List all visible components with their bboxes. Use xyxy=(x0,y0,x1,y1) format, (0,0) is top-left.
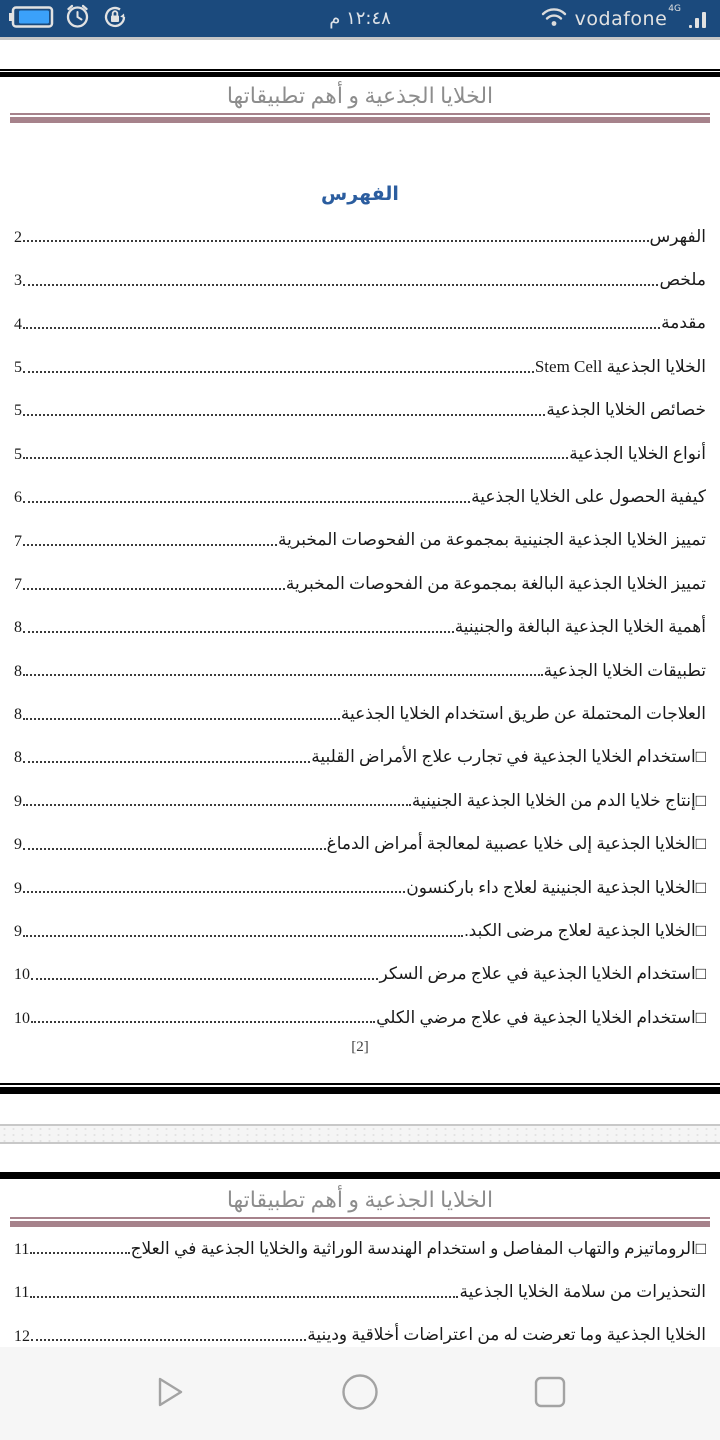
page-gap-band xyxy=(0,1124,720,1144)
toc-leader-dots xyxy=(23,284,658,286)
toc-entry-title: □إنتاج خلايا الدم من الخلايا الجذعية الجنينية xyxy=(411,790,706,810)
document-page-2 xyxy=(0,77,720,1083)
toc-leader-dots xyxy=(23,848,326,850)
document-page-3 xyxy=(0,1179,720,1347)
recents-icon xyxy=(532,1374,568,1413)
toc-entry-page-number: 10 xyxy=(14,966,30,984)
toc-entry[interactable] xyxy=(14,775,706,818)
toc-entry-page-number: 5 xyxy=(14,358,22,376)
toc-entry-page-number: 6 xyxy=(14,489,22,507)
toc-leader-dots xyxy=(31,1339,306,1341)
page3-top-rule xyxy=(0,1172,720,1179)
toc-leader-dots xyxy=(23,674,543,676)
toc-entry[interactable] xyxy=(14,645,706,688)
signal-strength-icon xyxy=(689,10,706,28)
status-time: ١٢:٤٨ م xyxy=(329,8,391,29)
toc-entry[interactable] xyxy=(14,341,706,384)
toc-entry-page-number: 7 xyxy=(14,575,22,593)
toc-entry[interactable] xyxy=(14,558,706,601)
toc-entry-title: أهمية الخلايا الجذعية البالغة والجنينية xyxy=(454,617,706,637)
toc-list-page3 xyxy=(14,1223,706,1353)
toc-entry-page-number: 12 xyxy=(14,1327,30,1345)
toc-leader-dots xyxy=(23,804,411,806)
toc-leader-dots xyxy=(23,588,285,590)
toc-entry-page-number: 10 xyxy=(14,1009,30,1027)
document-top-rule xyxy=(0,69,720,77)
toc-leader-dots xyxy=(23,935,463,937)
toc-entry-title: أنواع الخلايا الجذعية xyxy=(569,443,706,463)
toc-entry[interactable] xyxy=(14,862,706,905)
toc-entry-title: العلاجات المحتملة عن طريق استخدام الخلايا الجذعية xyxy=(340,704,706,723)
toc-entry[interactable] xyxy=(14,818,706,861)
toc-entry-page-number: 5 xyxy=(14,445,22,463)
toc-entry-title: ملخص xyxy=(659,270,706,290)
toc-entry-title: خصائص الخلايا الجذعية xyxy=(546,400,706,420)
toc-leader-dots xyxy=(23,501,470,503)
toc-entry[interactable] xyxy=(14,471,706,514)
home-icon xyxy=(340,1372,380,1415)
status-bar xyxy=(0,0,720,37)
toc-entry-title: □الخلايا الجذعية لعلاج مرضى الكبد. xyxy=(464,920,706,940)
toc-entry-title: □استخدام الخلايا الجذعية في علاج مرضي الكلي xyxy=(376,1007,706,1027)
toc-entry[interactable] xyxy=(14,211,706,254)
document-title-page3: الخلايا الجذعية و أهم تطبيقاتها xyxy=(226,1187,494,1212)
toc-leader-dots xyxy=(23,327,660,329)
carrier-label: vodafone xyxy=(574,7,668,30)
toc-entry-title: تمييز الخلايا الجذعية الجنينية بمجموعة من الفحوصات المخبرية xyxy=(278,530,706,550)
toc-entry[interactable] xyxy=(14,1223,706,1266)
toc-entry-title: □الخلايا الجذعية الجنينية لعلاج داء باركنسون xyxy=(406,877,706,897)
toc-leader-dots xyxy=(23,240,649,242)
toc-entry-title: الخلايا الجذعية وما تعرضت له من اعتراضات أخلاقية ودينية xyxy=(307,1325,706,1345)
toc-entry[interactable] xyxy=(14,949,706,992)
status-bar-divider xyxy=(0,37,720,40)
home-button[interactable] xyxy=(338,1372,382,1416)
toc-entry[interactable] xyxy=(14,515,706,558)
toc-entry-title: كيفية الحصول على الخلايا الجذعية xyxy=(471,487,706,507)
toc-entry[interactable] xyxy=(14,688,706,731)
toc-entry-page-number: 7 xyxy=(14,532,22,550)
toc-entry-title: التحذيرات من سلامة الخلايا الجذعية xyxy=(459,1282,706,1302)
toc-entry[interactable] xyxy=(14,298,706,341)
toc-leader-dots xyxy=(23,631,454,633)
toc-entry-page-number: 2 xyxy=(14,228,22,246)
toc-leader-dots xyxy=(23,891,405,893)
toc-leader-dots xyxy=(31,1021,375,1023)
toc-entry-page-number: 8 xyxy=(14,749,22,767)
toc-leader-dots xyxy=(23,761,310,763)
toc-entry-page-number: 9 xyxy=(14,923,22,941)
toc-entry-page-number: 8 xyxy=(14,662,22,680)
toc-leader-dots xyxy=(23,371,534,373)
toc-leader-dots xyxy=(23,414,545,416)
toc-entry[interactable] xyxy=(14,428,706,471)
toc-entry-page-number: 9 xyxy=(14,792,22,810)
recents-button[interactable] xyxy=(528,1372,572,1416)
toc-entry-title: الخلايا الجذعية Stem Cell xyxy=(534,356,706,376)
toc-leader-dots xyxy=(30,1296,458,1298)
toc-entry[interactable] xyxy=(14,1266,706,1309)
wifi-icon xyxy=(541,6,567,31)
toc-entry[interactable] xyxy=(14,905,706,948)
toc-leader-dots xyxy=(23,544,277,546)
toc-entry-page-number: 11 xyxy=(14,1240,30,1258)
toc-leader-dots xyxy=(31,978,378,980)
page-number-footer: [2] xyxy=(351,1039,369,1055)
toc-entry-page-number: 11 xyxy=(14,1284,30,1302)
toc-entry-page-number: 8 xyxy=(14,706,22,724)
toc-entry[interactable] xyxy=(14,385,706,428)
network-type-badge: 4G xyxy=(668,4,681,15)
toc-entry-page-number: 9 xyxy=(14,836,22,854)
toc-entry-title: □استخدام الخلايا الجذعية في علاج مرض السكر xyxy=(379,964,706,984)
toc-entry-title: تمييز الخلايا الجذعية البالغة بمجموعة من الفحوصات المخبرية xyxy=(285,573,706,593)
toc-entry-title: □استخدام الخلايا الجذعية في تجارب علاج الأمراض القلبية xyxy=(311,747,706,767)
toc-entry-page-number: 5 xyxy=(14,402,22,420)
toc-entry[interactable] xyxy=(14,992,706,1035)
toc-entry-page-number: 4 xyxy=(14,315,22,333)
toc-entry-title: مقدمة xyxy=(661,313,706,333)
page2-bottom-rule xyxy=(0,1083,720,1094)
toc-entry-page-number: 9 xyxy=(14,879,22,897)
toc-entry-page-number: 8 xyxy=(14,619,22,637)
toc-leader-dots xyxy=(23,718,340,720)
toc-entry[interactable] xyxy=(14,732,706,775)
toc-entry-title: □الروماتيزم والتهاب المفاصل و استخدام الهندسة الوراثية والخلايا الجذعية في العلاج xyxy=(130,1238,706,1258)
toc-entry-title: □الخلايا الجذعية إلى خلايا عصبية لمعالجة أمراض الدماغ xyxy=(326,834,706,854)
title-underline xyxy=(10,113,710,123)
toc-entry-title: الفهرس xyxy=(649,226,706,246)
back-button[interactable] xyxy=(148,1372,192,1416)
toc-entry-title: تطبيقات الخلايا الجذعية xyxy=(543,660,706,680)
toc-entry[interactable] xyxy=(14,602,706,645)
toc-leader-dots xyxy=(23,457,568,459)
toc-heading: الفهرس xyxy=(321,184,399,205)
toc-entry[interactable] xyxy=(14,254,706,297)
back-icon xyxy=(152,1372,188,1415)
toc-list-page2 xyxy=(14,211,706,1035)
android-nav-bar xyxy=(0,1347,720,1440)
toc-entry-page-number: 3 xyxy=(14,272,22,290)
document-title: الخلايا الجذعية و أهم تطبيقاتها xyxy=(226,83,494,108)
toc-leader-dots xyxy=(30,1252,129,1254)
